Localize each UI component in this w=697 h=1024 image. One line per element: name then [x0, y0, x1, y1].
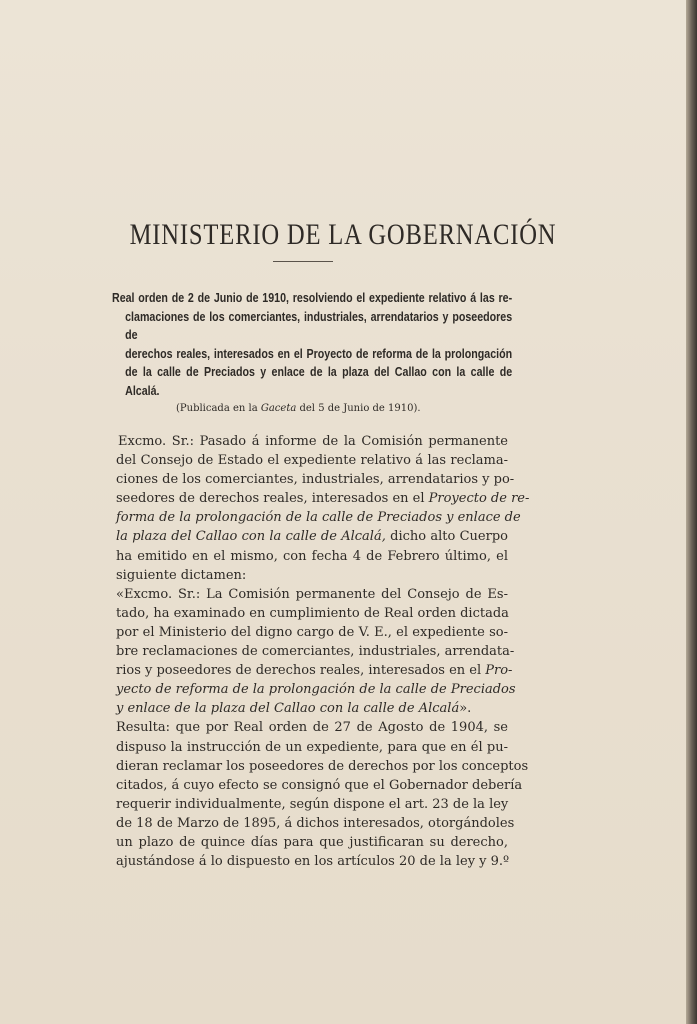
- body-line: Resulta: que por Real orden de 27 de Agosto de 1904, se: [116, 720, 508, 736]
- summary-line: Real orden de 2 de Junio de 1910, resolviendo el expediente relativo á las re-: [112, 290, 513, 305]
- body-line: requerir individualmente, según dispone el art. 23 de la ley: [116, 796, 509, 812]
- body-line: citados, á cuyo efecto se consignó que el Gobernador debería: [116, 777, 523, 793]
- body-line: ciones de los comerciantes, industriales, arrendatarios y po-: [116, 472, 515, 488]
- body-italic-line: yecto de reforma de la prolongación de la calle de Preciados: [116, 682, 516, 698]
- summary-line: derechos reales, interesados en el Proyecto de reforma de la prolongación: [125, 345, 513, 361]
- body-line: Excmo. Sr.: Pasado á informe de la Comisión permanente: [118, 434, 508, 449]
- body-text-run: ».: [459, 701, 472, 717]
- title-divider: [273, 261, 333, 262]
- body-line: «Excmo. Sr.: La Comisión permanente del Consejo de Es-: [116, 586, 508, 602]
- summary-line: Alcalá.: [125, 382, 160, 398]
- body-line: por el Ministerio del digno cargo de V. E., el expediente so-: [116, 624, 508, 640]
- body-line: ajustándose á lo dispuesto en los artículos 20 de la ley y 9.º: [116, 854, 510, 870]
- body-italic-run: Proyecto de re-: [428, 491, 530, 507]
- body-line: dieran reclamar los poseedores de derechos por los conceptos: [116, 758, 529, 774]
- publication-prefix: (Publicada en la: [176, 403, 261, 414]
- publication-suffix: del 5 de Junio de 1910).: [296, 403, 421, 414]
- body-text-run: rios y poseedores de derechos reales, interesados en el: [116, 663, 486, 679]
- body-text-run: dicho alto Cuerpo: [385, 529, 508, 545]
- body-text-run: seedores de derechos reales, interesados en el: [116, 491, 429, 507]
- body-line: [116, 527, 508, 546]
- body-line: [116, 661, 513, 680]
- body-italic-run: la plaza del Callao con la calle de Alcalá,: [116, 529, 386, 545]
- summary-line: de la calle de Preciados y enlace de la plaza del Callao con la calle de: [125, 364, 513, 379]
- body-line: siguiente dictamen:: [116, 567, 247, 583]
- body-italic-run: Pro-: [485, 663, 513, 679]
- body-line: tado, ha examinado en cumplimiento de Real orden dictada: [116, 605, 509, 621]
- summary-block: [112, 289, 512, 400]
- body-line: [116, 699, 508, 718]
- body-line: bre reclamaciones de comerciantes, industriales, arrendata-: [116, 644, 515, 660]
- publication-source: Gaceta: [260, 403, 297, 414]
- body-line: de 18 de Marzo de 1895, á dichos interesados, otorgándoles: [116, 815, 515, 831]
- body-line: ha emitido en el mismo, con fecha 4 de Febrero último, el: [116, 548, 508, 564]
- summary-line: clamaciones de los comerciantes, industriales, arrendatarios y poseedores de: [125, 308, 513, 342]
- body-line: [116, 489, 530, 508]
- body-italic-run: y enlace de la plaza del Callao con la calle de Alcalá: [116, 701, 460, 717]
- body-italic-line: forma de la prolongación de la calle de Preciados y enlace de: [116, 510, 521, 526]
- publication-note: [176, 403, 456, 414]
- page-edge-shadow: [686, 0, 697, 1024]
- page-title: MINISTERIO DE LA GOBERNACIÓN: [129, 218, 557, 251]
- body-line: dispuso la instrucción de un expediente, para que en él pu-: [116, 739, 508, 755]
- body-line: un plazo de quince días para que justificaran su derecho,: [116, 834, 508, 850]
- body-line: del Consejo de Estado el expediente relativo á las reclama-: [116, 453, 508, 469]
- body-text: [116, 432, 530, 871]
